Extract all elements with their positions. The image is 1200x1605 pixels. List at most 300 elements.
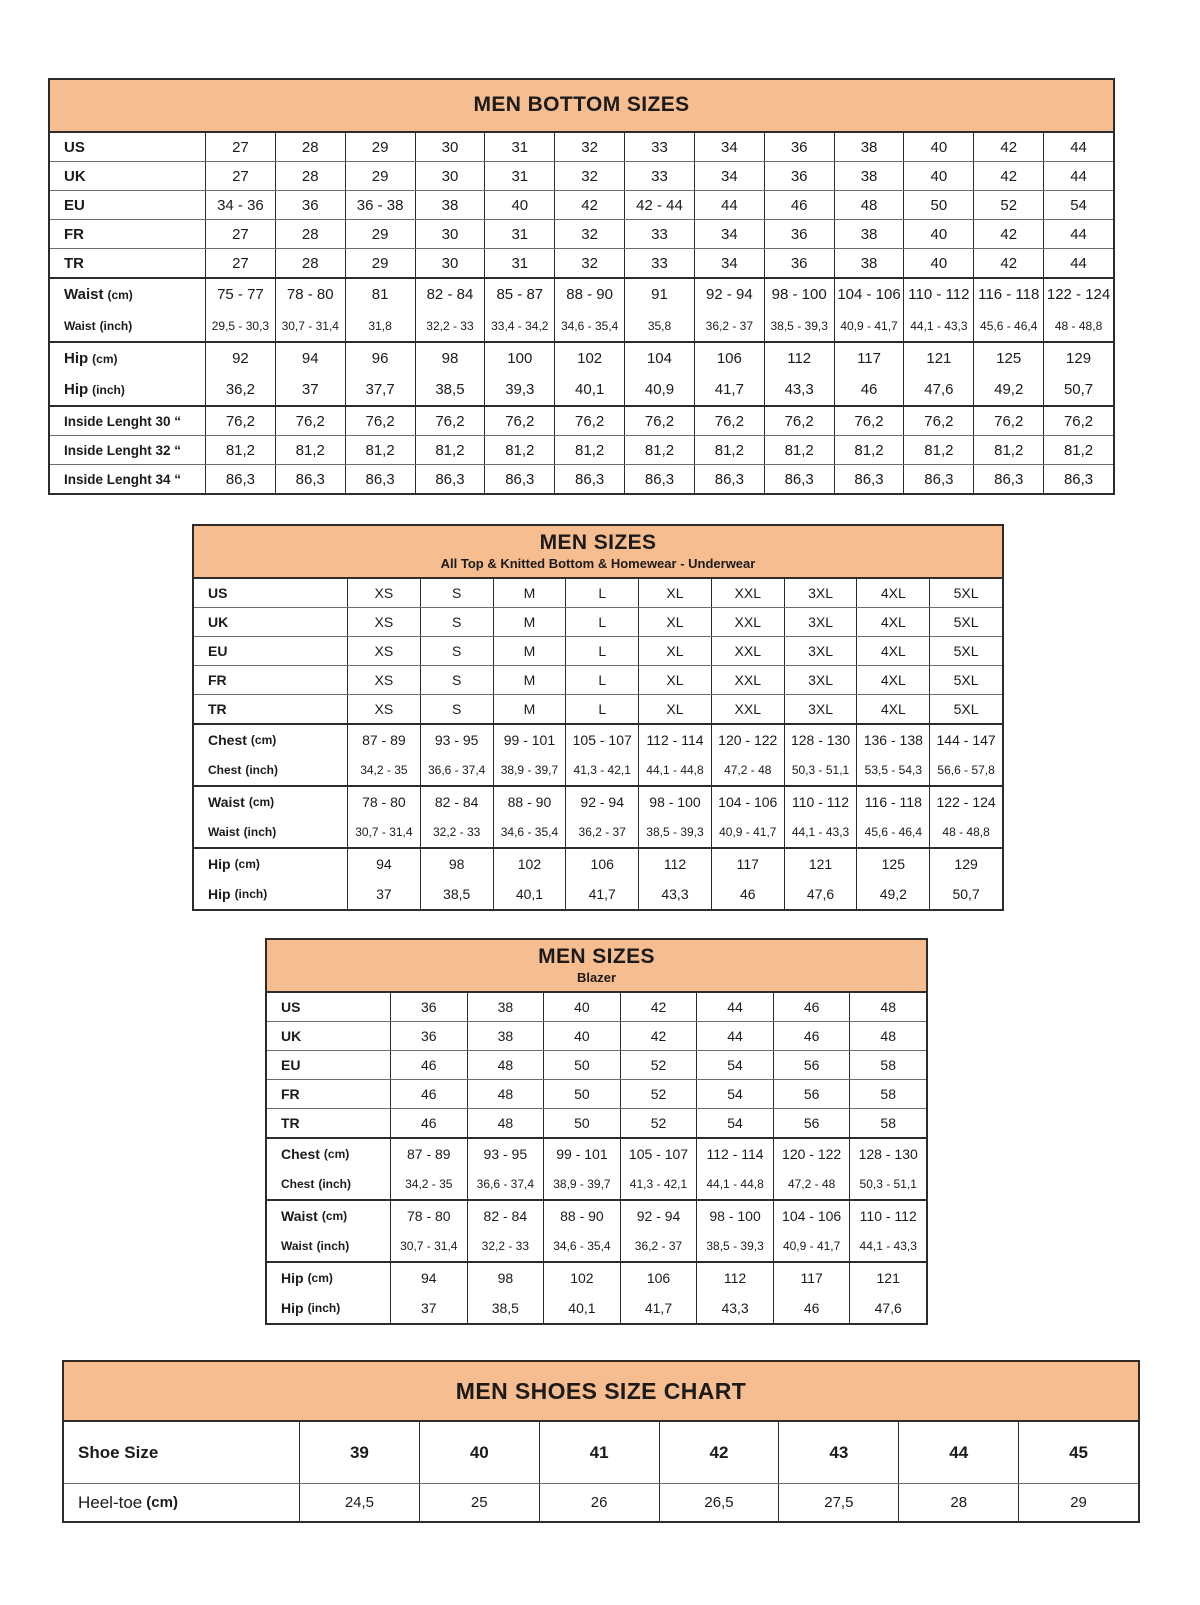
- table-cell: [929, 666, 1002, 694]
- cell-value: 41,7: [644, 1300, 673, 1316]
- table-cell: [1043, 220, 1113, 248]
- cell-value: 76,2: [854, 412, 884, 430]
- cell-value: 31: [511, 254, 529, 272]
- cell-value: 31,8: [368, 318, 392, 333]
- cell-value: 46: [803, 1028, 820, 1044]
- cell-value: 48: [880, 999, 896, 1015]
- cell-value: 86,3: [365, 470, 395, 488]
- table-cell: [345, 465, 415, 493]
- cell-value: 102: [517, 856, 542, 872]
- cell-value: 30: [441, 138, 459, 156]
- cell-value: 36: [301, 196, 319, 214]
- row-label-text: FR: [64, 225, 84, 243]
- row-label-line: [281, 1231, 349, 1261]
- table-cell: [347, 787, 420, 847]
- cell-value: XXL: [734, 672, 761, 688]
- cell-value: 34 - 36: [217, 196, 264, 214]
- table-cell: [929, 849, 1002, 909]
- cell-value: 4XL: [880, 701, 906, 717]
- cell-value: 30,7 - 31,4: [355, 825, 413, 839]
- row-label-line: [208, 579, 227, 607]
- table-cell: [484, 343, 554, 405]
- cell-value: 34: [721, 167, 738, 185]
- table-cell: [903, 343, 973, 405]
- cell-value: 41,3 - 42,1: [573, 763, 631, 777]
- table-cell: [620, 1109, 697, 1137]
- cell-value: 81,2: [924, 441, 954, 459]
- cell-value: 37: [301, 381, 319, 398]
- table-cell: [696, 1201, 773, 1261]
- table-row: [194, 723, 1002, 785]
- cell-value: 58: [880, 1057, 896, 1073]
- cell-value: 44: [727, 1028, 743, 1044]
- cell-value: 40,1: [515, 886, 544, 902]
- row-label-line: [208, 695, 227, 723]
- cell-value: 50: [930, 196, 948, 214]
- table-cell: [493, 849, 566, 909]
- cell-value: XS: [374, 585, 394, 601]
- cell-value: 44: [1070, 167, 1087, 185]
- table-cell: [764, 220, 834, 248]
- table-cell: [493, 637, 566, 665]
- table-cell: [620, 1139, 697, 1199]
- cell-value: 32: [581, 138, 598, 156]
- row-label-text: Shoe Size: [78, 1442, 159, 1462]
- table-cell: [275, 343, 345, 405]
- table-cell: [467, 1139, 544, 1199]
- table-cell: [275, 436, 345, 464]
- table-cell: [1043, 133, 1113, 161]
- cell-value: 34,2 - 35: [360, 763, 408, 777]
- cell-value: 106: [646, 1270, 671, 1286]
- table-cell: [415, 133, 485, 161]
- table-cell: [1043, 436, 1113, 464]
- cell-value: 31: [511, 225, 529, 243]
- row-label: [267, 993, 390, 1021]
- cell-value: 98: [448, 856, 465, 872]
- cell-value: 116 - 118: [978, 286, 1040, 303]
- cell-value: 24,5: [344, 1494, 375, 1511]
- cell-value: 40,9 - 41,7: [719, 825, 777, 839]
- table-cell: [773, 1022, 850, 1050]
- table-row: [50, 190, 1113, 219]
- table-cell: [620, 1051, 697, 1079]
- row-label-line: [208, 637, 227, 665]
- cell-value: XS: [374, 672, 394, 688]
- table-cell: [849, 1051, 926, 1079]
- table-cell: [484, 279, 554, 341]
- table-men-bottom-sizes: [48, 78, 1115, 495]
- table-cell: [554, 465, 624, 493]
- table-cell: [903, 279, 973, 341]
- cell-value: 33: [651, 167, 668, 185]
- row-label-text: Chest: [208, 732, 247, 748]
- table-cell: [415, 436, 485, 464]
- cell-value: 86,3: [784, 470, 814, 488]
- row-label-unit: (cm): [248, 795, 275, 809]
- row-label-text: Inside Lenght 34 “: [64, 471, 182, 487]
- table-cell: [694, 436, 764, 464]
- cell-value: 44: [949, 1442, 969, 1462]
- cell-value: 29: [371, 138, 389, 156]
- table-cell: [565, 579, 638, 607]
- cell-value: 121: [876, 1270, 900, 1286]
- row-label: [267, 1051, 390, 1079]
- table-row: [267, 1108, 926, 1137]
- cell-value: S: [451, 614, 462, 630]
- table-cell: [849, 1109, 926, 1137]
- table-cell: [764, 343, 834, 405]
- row-label-text: Waist: [208, 794, 245, 810]
- table-row: [50, 277, 1113, 341]
- cell-value: 32,2 - 33: [426, 318, 474, 333]
- cell-value: 36: [420, 1028, 437, 1044]
- cell-value: 76,2: [575, 412, 605, 430]
- table-row: [50, 464, 1113, 493]
- table-row: [50, 341, 1113, 405]
- table-row: [64, 1483, 1138, 1521]
- cell-value: 37: [376, 886, 392, 902]
- row-label: [194, 666, 347, 694]
- cell-value: 33: [651, 254, 668, 272]
- table-cell: [711, 608, 784, 636]
- row-label: [267, 1080, 390, 1108]
- row-label-text: Waist: [281, 1239, 313, 1253]
- row-label-line: [208, 879, 267, 909]
- table-cell: [849, 993, 926, 1021]
- cell-value: 76,2: [784, 412, 814, 430]
- cell-value: M: [523, 614, 536, 630]
- table-cell: [467, 1201, 544, 1261]
- table-row: [50, 248, 1113, 277]
- cell-value: 110 - 112: [859, 1208, 917, 1224]
- cell-value: 88 - 90: [507, 794, 552, 810]
- cell-value: 112: [787, 350, 812, 367]
- table-cell: [624, 249, 694, 277]
- cell-value: 44,1 - 43,3: [859, 1239, 917, 1253]
- table-cell: [694, 343, 764, 405]
- row-label-line: [64, 249, 84, 277]
- row-label-line: [208, 849, 260, 879]
- cell-value: 44: [727, 999, 743, 1015]
- cell-value: 40: [574, 999, 590, 1015]
- table-cell: [764, 279, 834, 341]
- table-row: [267, 1079, 926, 1108]
- cell-value: 4XL: [880, 614, 906, 630]
- table-cell: [696, 1022, 773, 1050]
- cell-value: 34: [721, 138, 738, 156]
- cell-value: 29: [371, 254, 389, 272]
- table-cell: [543, 1109, 620, 1137]
- cell-value: 48 - 48,8: [942, 825, 990, 839]
- cell-value: 48: [497, 1057, 514, 1073]
- table-cell: [390, 1201, 467, 1261]
- cell-value: 93 - 95: [483, 1146, 528, 1162]
- row-label-unit: (inch): [92, 382, 125, 397]
- table-cell: [903, 436, 973, 464]
- row-label: [50, 279, 205, 341]
- table-row: [194, 847, 1002, 909]
- table-body: [267, 993, 926, 1323]
- cell-value: 30,7 - 31,4: [400, 1239, 458, 1253]
- table-cell: [415, 279, 485, 341]
- row-label-text: Inside Lenght 30 “: [64, 413, 182, 429]
- table-cell: [543, 993, 620, 1021]
- table-cell: [856, 787, 929, 847]
- cell-value: 46: [420, 1086, 437, 1102]
- table-cell: [493, 695, 566, 723]
- cell-value: 46: [803, 1300, 820, 1316]
- cell-value: 128 - 130: [790, 732, 851, 748]
- cell-value: 45,6 - 46,4: [980, 318, 1038, 333]
- table-body: [194, 579, 1002, 909]
- row-label-text: Chest: [281, 1177, 315, 1191]
- row-label-text: EU: [281, 1057, 301, 1073]
- table-row: [194, 636, 1002, 665]
- table-cell: [345, 191, 415, 219]
- table-cell: [773, 1139, 850, 1199]
- cell-value: 54: [727, 1086, 743, 1102]
- table-cell: [1043, 343, 1113, 405]
- table-cell: [903, 220, 973, 248]
- table-row: [267, 993, 926, 1021]
- cell-value: 98: [497, 1270, 514, 1286]
- table-cell: [638, 849, 711, 909]
- row-label-text: Waist: [64, 286, 104, 303]
- table-cell: [275, 465, 345, 493]
- table-cell: [275, 133, 345, 161]
- cell-value: 92: [232, 350, 249, 367]
- table-cell: [565, 666, 638, 694]
- row-label-unit: (cm): [323, 1147, 350, 1161]
- table-cell: [484, 465, 554, 493]
- table-cell: [345, 436, 415, 464]
- cell-value: 40,9: [644, 381, 675, 398]
- cell-value: 81,2: [854, 441, 884, 459]
- table-body: [50, 133, 1113, 493]
- table-cell: [420, 637, 493, 665]
- cell-value: XS: [374, 701, 394, 717]
- cell-value: 48: [497, 1115, 514, 1131]
- cell-value: 75 - 77: [217, 286, 264, 303]
- table-cell: [275, 162, 345, 190]
- cell-value: 42: [709, 1442, 729, 1462]
- cell-value: 30: [441, 167, 459, 185]
- cell-value: 102: [570, 1270, 594, 1286]
- cell-value: S: [451, 701, 462, 717]
- table-cell: [415, 249, 485, 277]
- table-cell: [694, 220, 764, 248]
- table-cell: [856, 608, 929, 636]
- table-cell: [784, 637, 857, 665]
- cell-value: 27: [232, 254, 249, 272]
- table-cell: [973, 191, 1043, 219]
- table-cell: [565, 787, 638, 847]
- table-row: [50, 435, 1113, 464]
- cell-value: 81,2: [295, 441, 325, 459]
- cell-value: 3XL: [808, 701, 833, 717]
- cell-value: 54: [1070, 196, 1087, 214]
- cell-value: 39: [349, 1442, 369, 1462]
- table-cell: [345, 220, 415, 248]
- table-cell: [299, 1422, 419, 1483]
- cell-value: XXL: [734, 643, 761, 659]
- cell-value: 44: [1070, 225, 1087, 243]
- cell-value: 48: [860, 196, 878, 214]
- row-label-line: [208, 608, 228, 636]
- cell-value: 32: [581, 225, 598, 243]
- cell-value: 35,8: [647, 318, 672, 333]
- cell-value: 28: [301, 167, 319, 185]
- cell-value: M: [523, 643, 536, 659]
- table-cell: [903, 133, 973, 161]
- table-cell: [849, 1022, 926, 1050]
- cell-value: 122 - 124: [1046, 286, 1111, 303]
- cell-value: 38,5 - 39,3: [646, 825, 704, 839]
- table-title: MEN SHOES SIZE CHART: [455, 1377, 747, 1404]
- cell-value: 38,5: [491, 1300, 519, 1316]
- cell-value: 32,2 - 33: [481, 1239, 530, 1253]
- cell-value: 27: [232, 138, 249, 156]
- cell-value: 52: [650, 1115, 667, 1131]
- table-cell: [467, 1080, 544, 1108]
- cell-value: 29: [371, 225, 389, 243]
- table-cell: [624, 279, 694, 341]
- table-cell: [390, 1080, 467, 1108]
- cell-value: 42: [1000, 167, 1018, 185]
- table-cell: [773, 1201, 850, 1261]
- cell-value: 41: [589, 1442, 609, 1462]
- cell-value: 50,3 - 51,1: [791, 763, 850, 777]
- table-cell: [205, 133, 275, 161]
- cell-value: 38: [441, 196, 459, 214]
- cell-value: 38,5: [435, 381, 465, 398]
- table-cell: [638, 787, 711, 847]
- cell-value: 40,1: [575, 381, 605, 398]
- row-label: [194, 637, 347, 665]
- table-cell: [554, 343, 624, 405]
- table-cell: [1043, 465, 1113, 493]
- cell-value: 56: [803, 1086, 820, 1102]
- table-cell: [929, 637, 1002, 665]
- table-cell: [696, 1139, 773, 1199]
- cell-value: 76,2: [924, 412, 954, 430]
- table-cell: [415, 343, 485, 405]
- cell-value: 43,3: [784, 381, 814, 398]
- table-cell: [773, 993, 850, 1021]
- row-label-line: [208, 787, 274, 817]
- cell-value: 36 - 38: [356, 196, 404, 214]
- cell-value: 49,2: [994, 381, 1024, 398]
- table-cell: [903, 465, 973, 493]
- row-label-text: Chest: [208, 763, 242, 777]
- cell-value: 76,2: [505, 412, 535, 430]
- table-header: [50, 80, 1113, 133]
- table-cell: [420, 849, 493, 909]
- cell-value: 3XL: [808, 585, 833, 601]
- table-cell: [694, 407, 764, 435]
- row-label: [50, 191, 205, 219]
- table-cell: [624, 133, 694, 161]
- cell-value: 30,7 - 31,4: [281, 318, 339, 333]
- table-cell: [834, 191, 904, 219]
- table-cell: [420, 666, 493, 694]
- cell-value: 38,9 - 39,7: [553, 1177, 611, 1191]
- table-cell: [711, 787, 784, 847]
- cell-value: 48: [880, 1028, 896, 1044]
- table-cell: [903, 407, 973, 435]
- table-cell: [1043, 162, 1113, 190]
- cell-value: 92 - 94: [705, 286, 753, 303]
- cell-value: 76,2: [714, 412, 744, 430]
- table-cell: [624, 162, 694, 190]
- row-label-line: [64, 133, 85, 161]
- table-cell: [345, 279, 415, 341]
- table-cell: [493, 666, 566, 694]
- cell-value: XS: [374, 643, 394, 659]
- table-cell: [696, 1051, 773, 1079]
- table-cell: [565, 725, 638, 785]
- cell-value: 38,5: [443, 886, 471, 902]
- cell-value: 40: [469, 1442, 489, 1462]
- cell-value: 98 - 100: [709, 1208, 761, 1224]
- table-cell: [624, 465, 694, 493]
- row-label-unit: (cm): [234, 857, 260, 871]
- table-cell: [773, 1080, 850, 1108]
- cell-value: 76,2: [365, 412, 395, 430]
- table-cell: [834, 220, 904, 248]
- row-label-text: UK: [281, 1028, 302, 1044]
- table-cell: [467, 993, 544, 1021]
- cell-value: 52: [650, 1057, 667, 1073]
- row-label-line: [64, 279, 133, 310]
- cell-value: 82 - 84: [426, 286, 474, 303]
- table-subtitle: All Top & Knitted Bottom & Homewear - Underwear: [440, 556, 756, 572]
- cell-value: 92 - 94: [636, 1208, 681, 1224]
- cell-value: 98: [441, 350, 459, 367]
- table-cell: [543, 1139, 620, 1199]
- table-cell: [711, 725, 784, 785]
- row-label-text: FR: [208, 672, 227, 688]
- cell-value: 3XL: [808, 614, 833, 630]
- row-label-line: [281, 1139, 349, 1169]
- table-cell: [764, 436, 834, 464]
- table-cell: [347, 725, 420, 785]
- cell-value: 40: [930, 225, 948, 243]
- table-row: [50, 161, 1113, 190]
- table-cell: [834, 407, 904, 435]
- table-cell: [929, 608, 1002, 636]
- cell-value: 46: [420, 1115, 437, 1131]
- row-label-line: [64, 162, 86, 190]
- cell-value: 36,2 - 37: [578, 825, 626, 839]
- table-cell: [903, 162, 973, 190]
- cell-value: 34,6 - 35,4: [500, 825, 559, 839]
- table-cell: [773, 1051, 850, 1079]
- cell-value: 41,7: [714, 381, 744, 398]
- table-cell: [554, 162, 624, 190]
- cell-value: 46: [803, 999, 820, 1015]
- table-row: [267, 1199, 926, 1261]
- table-cell: [834, 249, 904, 277]
- table-cell: [467, 1109, 544, 1137]
- table-cell: [929, 695, 1002, 723]
- table-cell: [638, 579, 711, 607]
- cell-value: 44,1 - 43,3: [791, 825, 850, 839]
- table-cell: [205, 436, 275, 464]
- cell-value: 86,3: [295, 470, 325, 488]
- cell-value: 43,3: [721, 1300, 749, 1316]
